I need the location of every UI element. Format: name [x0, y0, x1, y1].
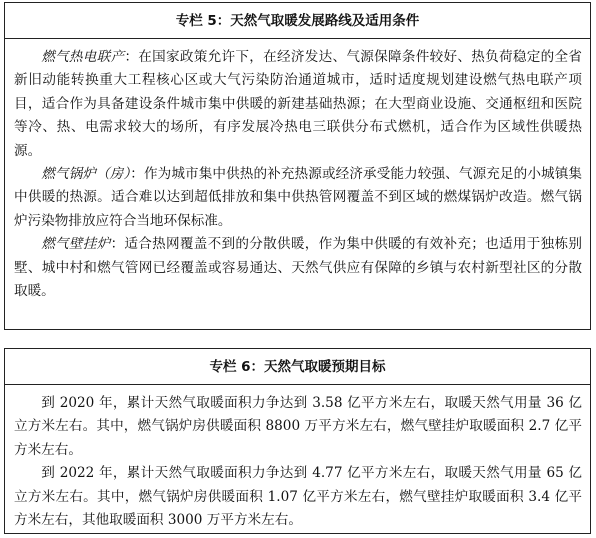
column-6-paragraph-2022-target: 到 2022 年，累计天然气取暖面积力争达到 4.77 亿平方米左右，取暖天然气用量 65 亿立方米左右。其中，燃气锅炉房供暖面积 1.07 亿平方米左右，燃气壁挂炉取暖面积 3.4 亿平方米左右，其他取暖面积 3000 万平方米左右。: [14, 465, 582, 529]
column-5-paragraph-wall-boiler: [14, 233, 582, 303]
paragraph-text: ：适合热网覆盖不到的分散供暖，作为集中供暖的有效补充；也适用于独栋别墅、城中村和燃气管网已经覆盖或容易通达、天然气供应有保障的乡镇与农村新型社区的分散取暖。: [14, 236, 583, 300]
paragraph-lead-term: 燃气热电联产: [41, 49, 125, 65]
column-6-paragraph-2020-target: 到 2020 年，累计天然气取暖面积力争达到 3.58 亿平方米左右，取暖天然气用量 36 亿立方米左右。其中，燃气锅炉房供暖面积 8800 万平方米左右，燃气壁挂炉取暖面积 2.7 亿平方米左右。: [14, 395, 582, 458]
paragraph-text: ：作为城市集中供热的补充热源或经济承受能力较强、气源充足的小城镇集中供暖的热源。适合难以达到超低排放和集中供热管网覆盖不到区域的燃煤锅炉改造。燃气锅炉污染物排放应符合当地环保标准。: [14, 166, 583, 229]
paragraph-lead-term: 燃气锅炉（房）: [41, 166, 131, 183]
paragraph-lead-term: 燃气壁挂炉: [41, 236, 111, 253]
paragraph-text: ：在国家政策允许下，在经济发达、气源保障条件较好、热负荷稳定的全省新旧动能转换重大工程核心区或大气污染防治通道城市，适时适度规划建设燃气热电联产项目，适合作为具备建设条件城市集中供暖的新建基础热源；在大型商业设施、交通枢纽和医院等冷、热、电需求较大的场所，有序发展冷热电三联供分布式燃机，适合作为区域性供暖热源。: [14, 49, 583, 159]
column-box-5: [4, 2, 591, 330]
column-5-title: 专栏 5：天然气取暖发展路线及适用条件: [5, 3, 590, 39]
column-box-6: [4, 348, 591, 534]
column-5-paragraph-gas-boiler: [14, 163, 582, 233]
column-5-paragraph-gas-chp: [14, 46, 582, 163]
column-6-body: [5, 385, 590, 532]
column-5-body: [5, 39, 590, 303]
column-6-title: 专栏 6：天然气取暖预期目标: [5, 349, 590, 385]
